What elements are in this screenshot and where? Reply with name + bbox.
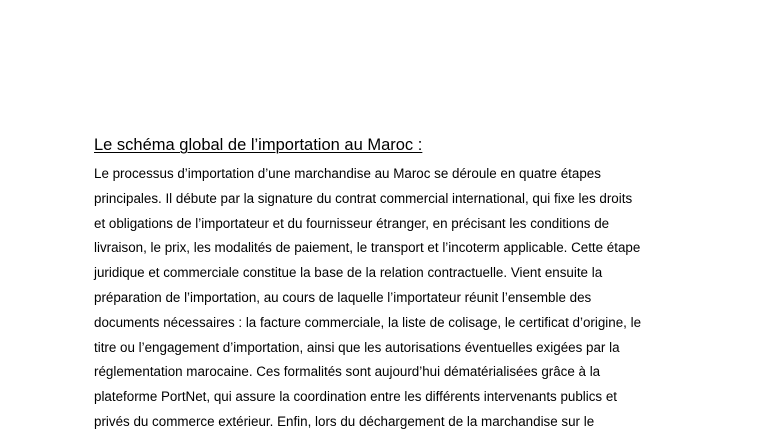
text-line: livraison, le prix, les modalités de paiement, le transport et l’incoterm applicable. Cette étape [94, 240, 641, 256]
text-line: principales. Il débute par la signature du contrat commercial international, qui fixe les droits [94, 190, 633, 206]
text-line: titre ou l’engagement d’importation, ainsi que les autorisations éventuelles exigées par la [94, 339, 620, 355]
section-heading: Le schéma global de l’importation au Maroc : [94, 136, 423, 154]
text-line: juridique et commerciale constitue la base de la relation contractuelle. Vient ensuite la [94, 265, 603, 281]
text-line: plateforme PortNet, qui assure la coordination entre les différents intervenants publics et [94, 389, 618, 405]
text-line: réglementation marocaine. Ces formalités sont aujourd’hui dématérialisées grâce à la [94, 364, 601, 380]
text-line: Le processus d’importation d’une marchandise au Maroc se déroule en quatre étapes [94, 166, 601, 181]
text-line: privés du commerce extérieur. Enfin, lors du déchargement de la marchandise sur le [94, 413, 595, 429]
text-line: préparation de l’importation, au cours de laquelle l’importateur réunit l’ensemble des [94, 289, 592, 305]
text-line: et obligations de l’importateur et du fournisseur étranger, en précisant les conditions de [94, 215, 610, 231]
text-line: documents nécessaires : la facture commerciale, la liste de colisage, le certificat d’origine, le [94, 314, 642, 330]
body-paragraph [94, 162, 714, 435]
